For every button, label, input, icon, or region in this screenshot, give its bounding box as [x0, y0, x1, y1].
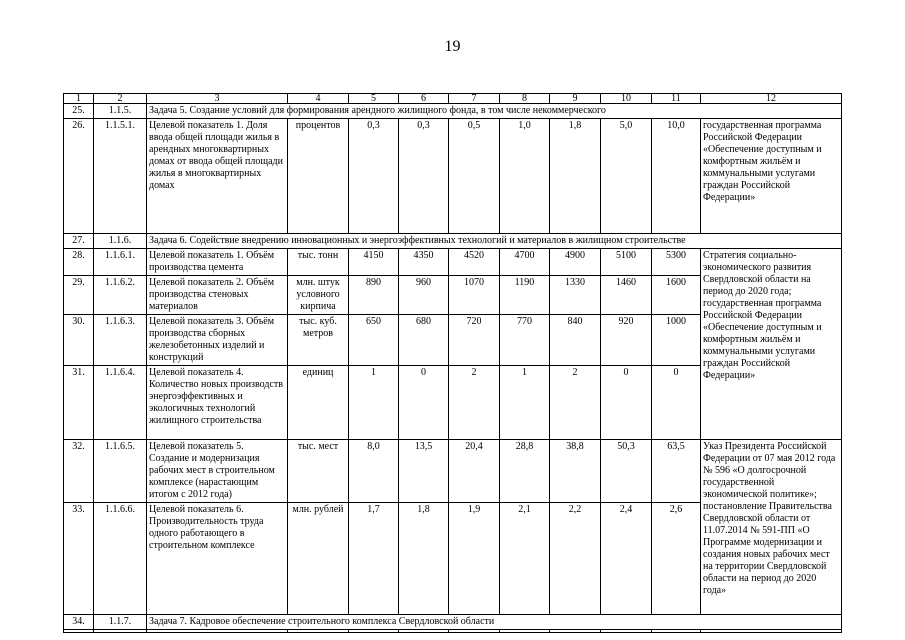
- empty-cell: [147, 630, 288, 633]
- empty-cell: [94, 630, 147, 633]
- empty-cell: [550, 630, 601, 633]
- row-number: 33.: [64, 503, 94, 615]
- indicator-value: 1190: [500, 276, 550, 315]
- empty-cell: [64, 630, 94, 633]
- indicator-value: 20,4: [449, 440, 500, 503]
- header-cell: 3: [147, 94, 288, 104]
- task-text: Задача 7. Кадровое обеспечение строительного комплекса Свердловской области: [147, 615, 842, 630]
- row-code: 1.1.6.6.: [94, 503, 147, 615]
- indicator-value: 63,5: [652, 440, 701, 503]
- indicator-value: 1,9: [449, 503, 500, 615]
- indicator-source: государственная программа Российской Федерации «Обеспечение доступным и комфортным жильём и коммунальными услугами граждан Российской Федерации»: [701, 119, 842, 234]
- row-code: 1.1.5.: [94, 104, 147, 119]
- header-cell: 6: [399, 94, 449, 104]
- row-number: 25.: [64, 104, 94, 119]
- header-cell: 11: [652, 94, 701, 104]
- indicator-value: 650: [349, 315, 399, 366]
- row-number: 31.: [64, 366, 94, 440]
- task-text: Задача 5. Создание условий для формирования арендного жилищного фонда, в том числе некоммерческого: [147, 104, 842, 119]
- indicator-unit: млн. штук условного кирпича: [288, 276, 349, 315]
- row-code: 1.1.6.3.: [94, 315, 147, 366]
- indicator-value: 2: [449, 366, 500, 440]
- indicator-value: 4520: [449, 249, 500, 276]
- indicator-name: Целевой показатель 3. Объём производства сборных железобетонных изделий и конструкций: [147, 315, 288, 366]
- header-cell: 9: [550, 94, 601, 104]
- header-cell: 7: [449, 94, 500, 104]
- task-row: [64, 234, 842, 249]
- row-number: 30.: [64, 315, 94, 366]
- indicator-row: [64, 119, 842, 234]
- indicator-value: 770: [500, 315, 550, 366]
- indicator-value: 720: [449, 315, 500, 366]
- indicator-value: 10,0: [652, 119, 701, 234]
- row-number: 34.: [64, 615, 94, 630]
- indicator-value: 4900: [550, 249, 601, 276]
- indicator-name: Целевой показатель 6. Производительность труда одного работающего в строительном комплексе: [147, 503, 288, 615]
- continuation-row: [64, 630, 842, 633]
- empty-cell: [288, 630, 349, 633]
- header-row: [64, 94, 842, 104]
- row-code: 1.1.7.: [94, 615, 147, 630]
- indicator-value: 38,8: [550, 440, 601, 503]
- indicator-value: 1330: [550, 276, 601, 315]
- empty-cell: [449, 630, 500, 633]
- indicator-value: 5,0: [601, 119, 652, 234]
- indicator-value: 920: [601, 315, 652, 366]
- indicator-value: 50,3: [601, 440, 652, 503]
- indicator-value: 1,7: [349, 503, 399, 615]
- indicator-value: 0: [601, 366, 652, 440]
- indicator-unit: процентов: [288, 119, 349, 234]
- row-code: 1.1.6.: [94, 234, 147, 249]
- indicator-value: 0: [652, 366, 701, 440]
- task-row: [64, 615, 842, 630]
- header-cell: 12: [701, 94, 842, 104]
- indicator-value: 1: [349, 366, 399, 440]
- row-code: 1.1.5.1.: [94, 119, 147, 234]
- indicator-value: 2,4: [601, 503, 652, 615]
- indicator-value: 0,5: [449, 119, 500, 234]
- row-number: 29.: [64, 276, 94, 315]
- header-cell: 8: [500, 94, 550, 104]
- empty-cell: [701, 630, 842, 633]
- row-code: 1.1.6.4.: [94, 366, 147, 440]
- indicator-value: 1,8: [550, 119, 601, 234]
- indicator-value: 28,8: [500, 440, 550, 503]
- indicator-value: 0: [399, 366, 449, 440]
- indicator-value: 5100: [601, 249, 652, 276]
- page-number: 19: [444, 38, 461, 55]
- indicator-value: 840: [550, 315, 601, 366]
- empty-cell: [652, 630, 701, 633]
- indicator-value: 2: [550, 366, 601, 440]
- empty-cell: [399, 630, 449, 633]
- row-code: 1.1.6.5.: [94, 440, 147, 503]
- indicator-name: Целевой показатель 2. Объём производства стеновых материалов: [147, 276, 288, 315]
- indicator-value: 0,3: [349, 119, 399, 234]
- indicator-unit: единиц: [288, 366, 349, 440]
- indicator-row: [64, 249, 842, 276]
- indicator-unit: тыс. куб. метров: [288, 315, 349, 366]
- header-cell: 1: [64, 94, 94, 104]
- indicator-value: 2,2: [550, 503, 601, 615]
- indicator-value: 4350: [399, 249, 449, 276]
- row-number: 32.: [64, 440, 94, 503]
- indicator-name: Целевой показатель 1. Доля ввода общей площади жилья в арендных многоквартирных домах от ввода общей площади жилья в многоквартирных домах: [147, 119, 288, 234]
- indicator-value: 1: [500, 366, 550, 440]
- indicator-value: 4700: [500, 249, 550, 276]
- indicator-name: Целевой показатель 1. Объём производства цемента: [147, 249, 288, 276]
- indicator-value: 890: [349, 276, 399, 315]
- indicator-unit: тыс. тонн: [288, 249, 349, 276]
- task-row: [64, 104, 842, 119]
- indicator-name: Целевой показатель 4. Количество новых производств энергоэффективных и экологичных технологий жилищного строительства: [147, 366, 288, 440]
- indicator-row: [64, 440, 842, 503]
- header-cell: 4: [288, 94, 349, 104]
- indicator-name: Целевой показатель 5. Создание и модернизация рабочих мест в строительном комплексе (нарастающим итогом с 2012 года): [147, 440, 288, 503]
- row-number: 26.: [64, 119, 94, 234]
- empty-cell: [601, 630, 652, 633]
- indicator-value: 5300: [652, 249, 701, 276]
- indicator-value: 960: [399, 276, 449, 315]
- indicators-table: [63, 93, 842, 633]
- indicator-value: 680: [399, 315, 449, 366]
- header-cell: 5: [349, 94, 399, 104]
- indicator-source: Указ Президента Российской Федерации от 07 мая 2012 года № 596 «О долгосрочной государственной экономической политике»; постановление Правительства Свердловской области от 11.07.2014 № 591-ПП «О Программе модернизации и создания новых рабочих мест на территории Свердловской области на период до 2020 года»: [701, 440, 842, 615]
- indicator-unit: тыс. мест: [288, 440, 349, 503]
- indicator-value: 2,6: [652, 503, 701, 615]
- indicator-value: 4150: [349, 249, 399, 276]
- indicator-value: 0,3: [399, 119, 449, 234]
- row-code: 1.1.6.2.: [94, 276, 147, 315]
- row-number: 28.: [64, 249, 94, 276]
- indicator-value: 2,1: [500, 503, 550, 615]
- indicator-value: 8,0: [349, 440, 399, 503]
- indicator-unit: млн. рублей: [288, 503, 349, 615]
- header-cell: 2: [94, 94, 147, 104]
- task-text: Задача 6. Содействие внедрению инновационных и энергоэффективных технологий и материалов в жилищном строительстве: [147, 234, 842, 249]
- indicator-value: 1000: [652, 315, 701, 366]
- indicator-value: 1460: [601, 276, 652, 315]
- row-code: 1.1.6.1.: [94, 249, 147, 276]
- indicator-source: Стратегия социально-экономического развития Свердловской области на период до 2020 года; государственная программа Российской Федерации «Обеспечение доступным и комфортным жильём и коммунальными услугами граждан Российской Федерации»: [701, 249, 842, 440]
- indicator-value: 1070: [449, 276, 500, 315]
- indicator-value: 13,5: [399, 440, 449, 503]
- indicator-value: 1,8: [399, 503, 449, 615]
- header-cell: 10: [601, 94, 652, 104]
- indicator-value: 1,0: [500, 119, 550, 234]
- row-number: 27.: [64, 234, 94, 249]
- indicator-value: 1600: [652, 276, 701, 315]
- empty-cell: [349, 630, 399, 633]
- empty-cell: [500, 630, 550, 633]
